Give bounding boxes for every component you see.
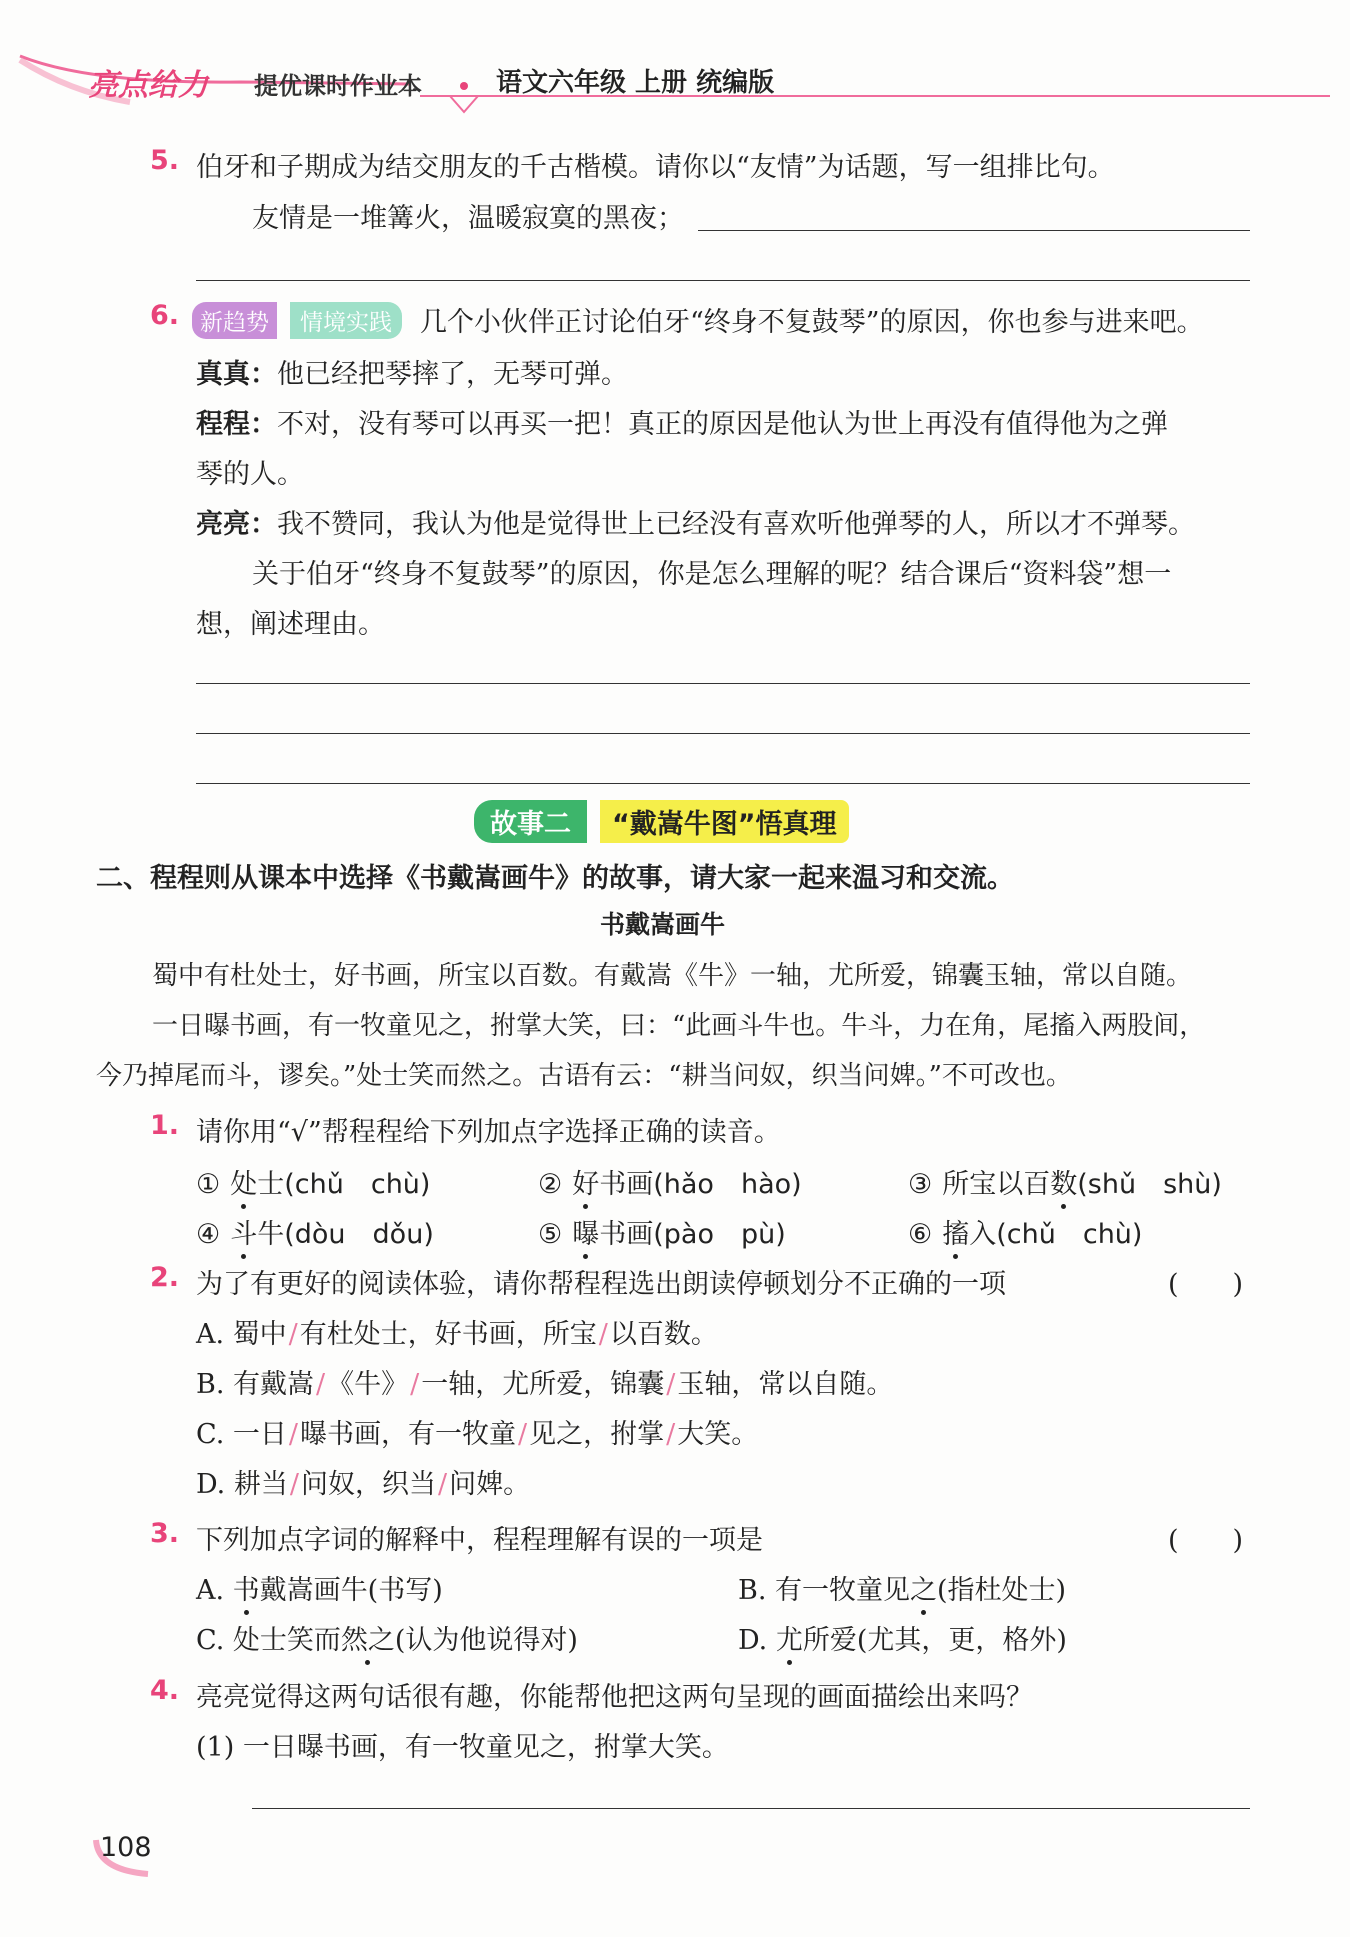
q5-number: 5. xyxy=(150,145,180,176)
pinyin-choice-1[interactable]: pào xyxy=(663,1219,714,1250)
option-pre: B. 有一牧童见 xyxy=(738,1575,911,1606)
story2-title: “戴嵩牛图”悟真理 xyxy=(600,800,849,843)
dotted-char: 曝 xyxy=(572,1212,599,1251)
option-segment: 曝书画，有一牧童 xyxy=(299,1419,516,1450)
s4-sub1: (1) 一日曝书画，有一牧童见之，拊掌大笑。 xyxy=(196,1732,729,1763)
subject-label: 语文六年级 上册 统编版 xyxy=(496,68,775,98)
q6-tag-new-trend: 新趋势 xyxy=(192,302,277,339)
option-pre: C. 处士笑而 xyxy=(196,1625,341,1656)
q6-answer-line-3[interactable] xyxy=(196,783,1250,784)
q6-number: 6. xyxy=(150,300,180,331)
dotted-word: 之 xyxy=(910,1568,937,1607)
option-segment: 见之，拊掌 xyxy=(529,1419,665,1450)
option-segment: C. 一日 xyxy=(196,1419,287,1450)
option-segment: 问婢。 xyxy=(449,1469,531,1500)
option-segment: 大笑。 xyxy=(677,1419,759,1450)
dotted-word: 书 xyxy=(233,1568,260,1607)
pause-slash: / xyxy=(517,1419,528,1450)
pause-slash: / xyxy=(288,1319,298,1350)
option-post: 书画 xyxy=(599,1169,654,1200)
s4-answer-line-1[interactable] xyxy=(252,1808,1250,1809)
liangliang-text: 我不赞同，我认为他是觉得世上已经没有喜欢听他弹琴的人，所以才不弹琴。 xyxy=(277,509,1195,540)
speaker-liangliang: 亮亮： xyxy=(196,509,277,540)
pinyin-choice-1[interactable]: chǔ xyxy=(1006,1219,1056,1250)
page-header xyxy=(0,40,1350,120)
pinyin-choices: (hǎo hào) xyxy=(653,1169,802,1200)
option-segment: 一轴，尤所爱，锦囊 xyxy=(421,1369,665,1400)
s4-text: 亮亮觉得这两句话很有趣，你能帮他把这两句呈现的画面描绘出来吗？ xyxy=(196,1682,1033,1713)
option-number: ⑤ xyxy=(538,1219,563,1250)
s3-option-a[interactable] xyxy=(196,1568,443,1607)
chengcheng-text-1: 不对，没有琴可以再买一把！真正的原因是他认为世上再没有值得他为之弹 xyxy=(277,409,1168,440)
dotted-char: 数 xyxy=(1050,1162,1077,1201)
pause-slash: / xyxy=(289,1469,299,1500)
q5-answer-line-1[interactable] xyxy=(698,230,1250,231)
s1-option xyxy=(908,1162,1222,1201)
s2-text: 为了有更好的阅读体验，请你帮程程选出朗读停顿划分不正确的一项 xyxy=(196,1269,1006,1300)
dotted-char: 搐 xyxy=(942,1212,969,1251)
s1-option xyxy=(538,1212,786,1251)
option-segment: B. 有戴嵩 xyxy=(196,1369,315,1400)
dialogue-chengcheng xyxy=(196,402,1168,441)
dotted-char: 处 xyxy=(230,1162,257,1201)
page-number: 108 xyxy=(100,1832,152,1863)
pinyin-choices: (dòu dǒu) xyxy=(284,1219,434,1250)
pause-slash: / xyxy=(288,1419,298,1450)
option-post: 戴嵩画牛(书写) xyxy=(259,1575,443,1606)
q6-intro: 几个小伙伴正讨论伯牙“终身不复鼓琴”的原因，你也参与进来吧。 xyxy=(420,307,1204,338)
q5-sample: 友情是一堆篝火，温暖寂寞的黑夜； xyxy=(252,203,684,234)
section2-heading: 二、程程则从课本中选择《书戴嵩画牛》的故事，请大家一起来温习和交流。 xyxy=(96,863,1014,894)
s1-option xyxy=(538,1162,802,1201)
reading-para-1: 蜀中有杜处士，好书画，所宝以百数。有戴嵩《牛》一轴，尤所爱，锦囊玉轴，常以自随。 xyxy=(152,961,1193,991)
reading-title: 书戴嵩画牛 xyxy=(600,910,726,939)
q6-answer-line-1[interactable] xyxy=(196,683,1250,684)
option-post: 牛 xyxy=(257,1219,285,1250)
pause-slash: / xyxy=(410,1369,420,1400)
reading-para-2b: 今乃掉尾而斗，谬矣。”处士笑而然之。古语有云：“耕当问奴，织当问婢。”不可改也。 xyxy=(96,1061,1072,1091)
q6-tag-situation: 情境实践 xyxy=(290,302,402,339)
option-number: ① xyxy=(196,1169,221,1200)
option-number: ③ xyxy=(908,1169,933,1200)
pinyin-choice-2[interactable]: pù xyxy=(740,1219,776,1250)
s1-option xyxy=(196,1212,434,1251)
pinyin-choice-1[interactable]: hǎo xyxy=(663,1169,714,1200)
option-post: 所爱(尤其，更，格外) xyxy=(802,1625,1067,1656)
pause-slash: / xyxy=(316,1369,326,1400)
option-post: (认为他说得对) xyxy=(394,1625,578,1656)
s2-option-b[interactable] xyxy=(196,1362,893,1401)
series-title: 提优课时作业本 xyxy=(254,72,422,100)
pause-slash: / xyxy=(437,1469,448,1500)
option-segment: 《牛》 xyxy=(327,1369,409,1400)
q6-prompt-1: 关于伯牙“终身不复鼓琴”的原因，你是怎么理解的呢？结合课后“资料袋”想一 xyxy=(252,559,1172,590)
dotted-char: 斗 xyxy=(230,1212,257,1251)
speaker-zhenzhen: 真真： xyxy=(196,359,277,390)
s3-number: 3. xyxy=(150,1518,180,1549)
dialogue-liangliang xyxy=(196,502,1195,541)
s2-number: 2. xyxy=(150,1262,180,1293)
option-post: 入 xyxy=(969,1219,997,1250)
q5-answer-line-2[interactable] xyxy=(196,280,1250,281)
s1-option xyxy=(908,1212,1142,1251)
option-post: 士 xyxy=(257,1169,285,1200)
pinyin-choices: (chǔ chù) xyxy=(284,1169,431,1200)
s3-answer-paren[interactable]: ( ) xyxy=(1168,1525,1244,1556)
s4-number: 4. xyxy=(150,1675,180,1706)
pinyin-choices: (chǔ chù) xyxy=(996,1219,1143,1250)
s1-text: 请你用“√”帮程程给下列加点字选择正确的读音。 xyxy=(196,1117,781,1148)
option-segment: D. 耕当 xyxy=(196,1469,288,1500)
pinyin-choices: (shǔ shù) xyxy=(1077,1169,1222,1200)
s3-option-b[interactable] xyxy=(738,1568,1066,1607)
option-number: ② xyxy=(538,1169,563,1200)
s2-option-d[interactable] xyxy=(196,1462,530,1501)
option-number: ④ xyxy=(196,1219,221,1250)
q5-text: 伯牙和子期成为结交朋友的千古楷模。请你以“友情”为话题，写一组排比句。 xyxy=(196,152,1115,183)
pinyin-choice-2[interactable]: chù xyxy=(370,1169,420,1200)
speaker-chengcheng: 程程： xyxy=(196,409,277,440)
q6-prompt-2: 想，阐述理由。 xyxy=(196,609,385,640)
dotted-word: 尤 xyxy=(776,1618,803,1657)
option-segment: 有杜处士，好书画，所宝 xyxy=(299,1319,597,1350)
option-pre: D. xyxy=(738,1625,776,1656)
dialogue-zhenzhen xyxy=(196,352,628,391)
option-pre: 所宝以百 xyxy=(942,1169,1051,1200)
option-segment: 问奴，织当 xyxy=(300,1469,436,1500)
option-post: (指杜处士) xyxy=(937,1575,1067,1606)
s2-option-c[interactable] xyxy=(196,1412,758,1451)
chengcheng-text-2: 琴的人。 xyxy=(196,459,304,490)
pinyin-choice-1[interactable]: dòu xyxy=(294,1219,346,1250)
option-segment: 以百数。 xyxy=(609,1319,718,1350)
q6-answer-line-2[interactable] xyxy=(196,733,1250,734)
reading-para-2a: 一日曝书画，有一牧童见之，拊掌大笑，曰：“此画斗牛也。牛斗，力在角，尾搐入两股间， xyxy=(152,1011,1206,1041)
zhenzhen-text: 他已经把琴摔了，无琴可弹。 xyxy=(277,359,628,390)
pinyin-choice-2[interactable]: dǒu xyxy=(372,1219,424,1250)
s3-option-c[interactable] xyxy=(196,1618,578,1657)
pinyin-choices: (pào pù) xyxy=(653,1219,786,1250)
s3-text: 下列加点字词的解释中，程程理解有误的一项是 xyxy=(196,1525,763,1556)
option-pre: A. xyxy=(196,1575,233,1606)
pinyin-choice-2[interactable]: chù xyxy=(1082,1219,1132,1250)
s1-option xyxy=(196,1162,430,1201)
s3-option-d[interactable] xyxy=(738,1618,1067,1657)
brand-logo: 亮点给力 xyxy=(88,68,208,103)
pause-slash: / xyxy=(666,1369,676,1400)
pinyin-choice-1[interactable]: chǔ xyxy=(294,1169,344,1200)
pinyin-choice-2[interactable]: shù xyxy=(1163,1169,1212,1200)
dotted-char: 好 xyxy=(572,1162,599,1201)
pause-slash: / xyxy=(598,1319,608,1350)
option-number: ⑥ xyxy=(908,1219,933,1250)
pinyin-choice-2[interactable]: hào xyxy=(740,1169,792,1200)
option-segment: 玉轴，常以自随。 xyxy=(677,1369,894,1400)
s2-option-a[interactable] xyxy=(196,1312,718,1351)
option-segment: A. 蜀中 xyxy=(196,1319,287,1350)
pinyin-choice-1[interactable]: shǔ xyxy=(1087,1169,1137,1200)
s1-number: 1. xyxy=(150,1110,180,1141)
story2-tag: 故事二 xyxy=(474,800,587,843)
option-post: 书画 xyxy=(599,1219,654,1250)
pause-slash: / xyxy=(666,1419,676,1450)
s2-answer-paren[interactable]: ( ) xyxy=(1168,1269,1244,1300)
dotted-word: 然之 xyxy=(341,1618,395,1657)
